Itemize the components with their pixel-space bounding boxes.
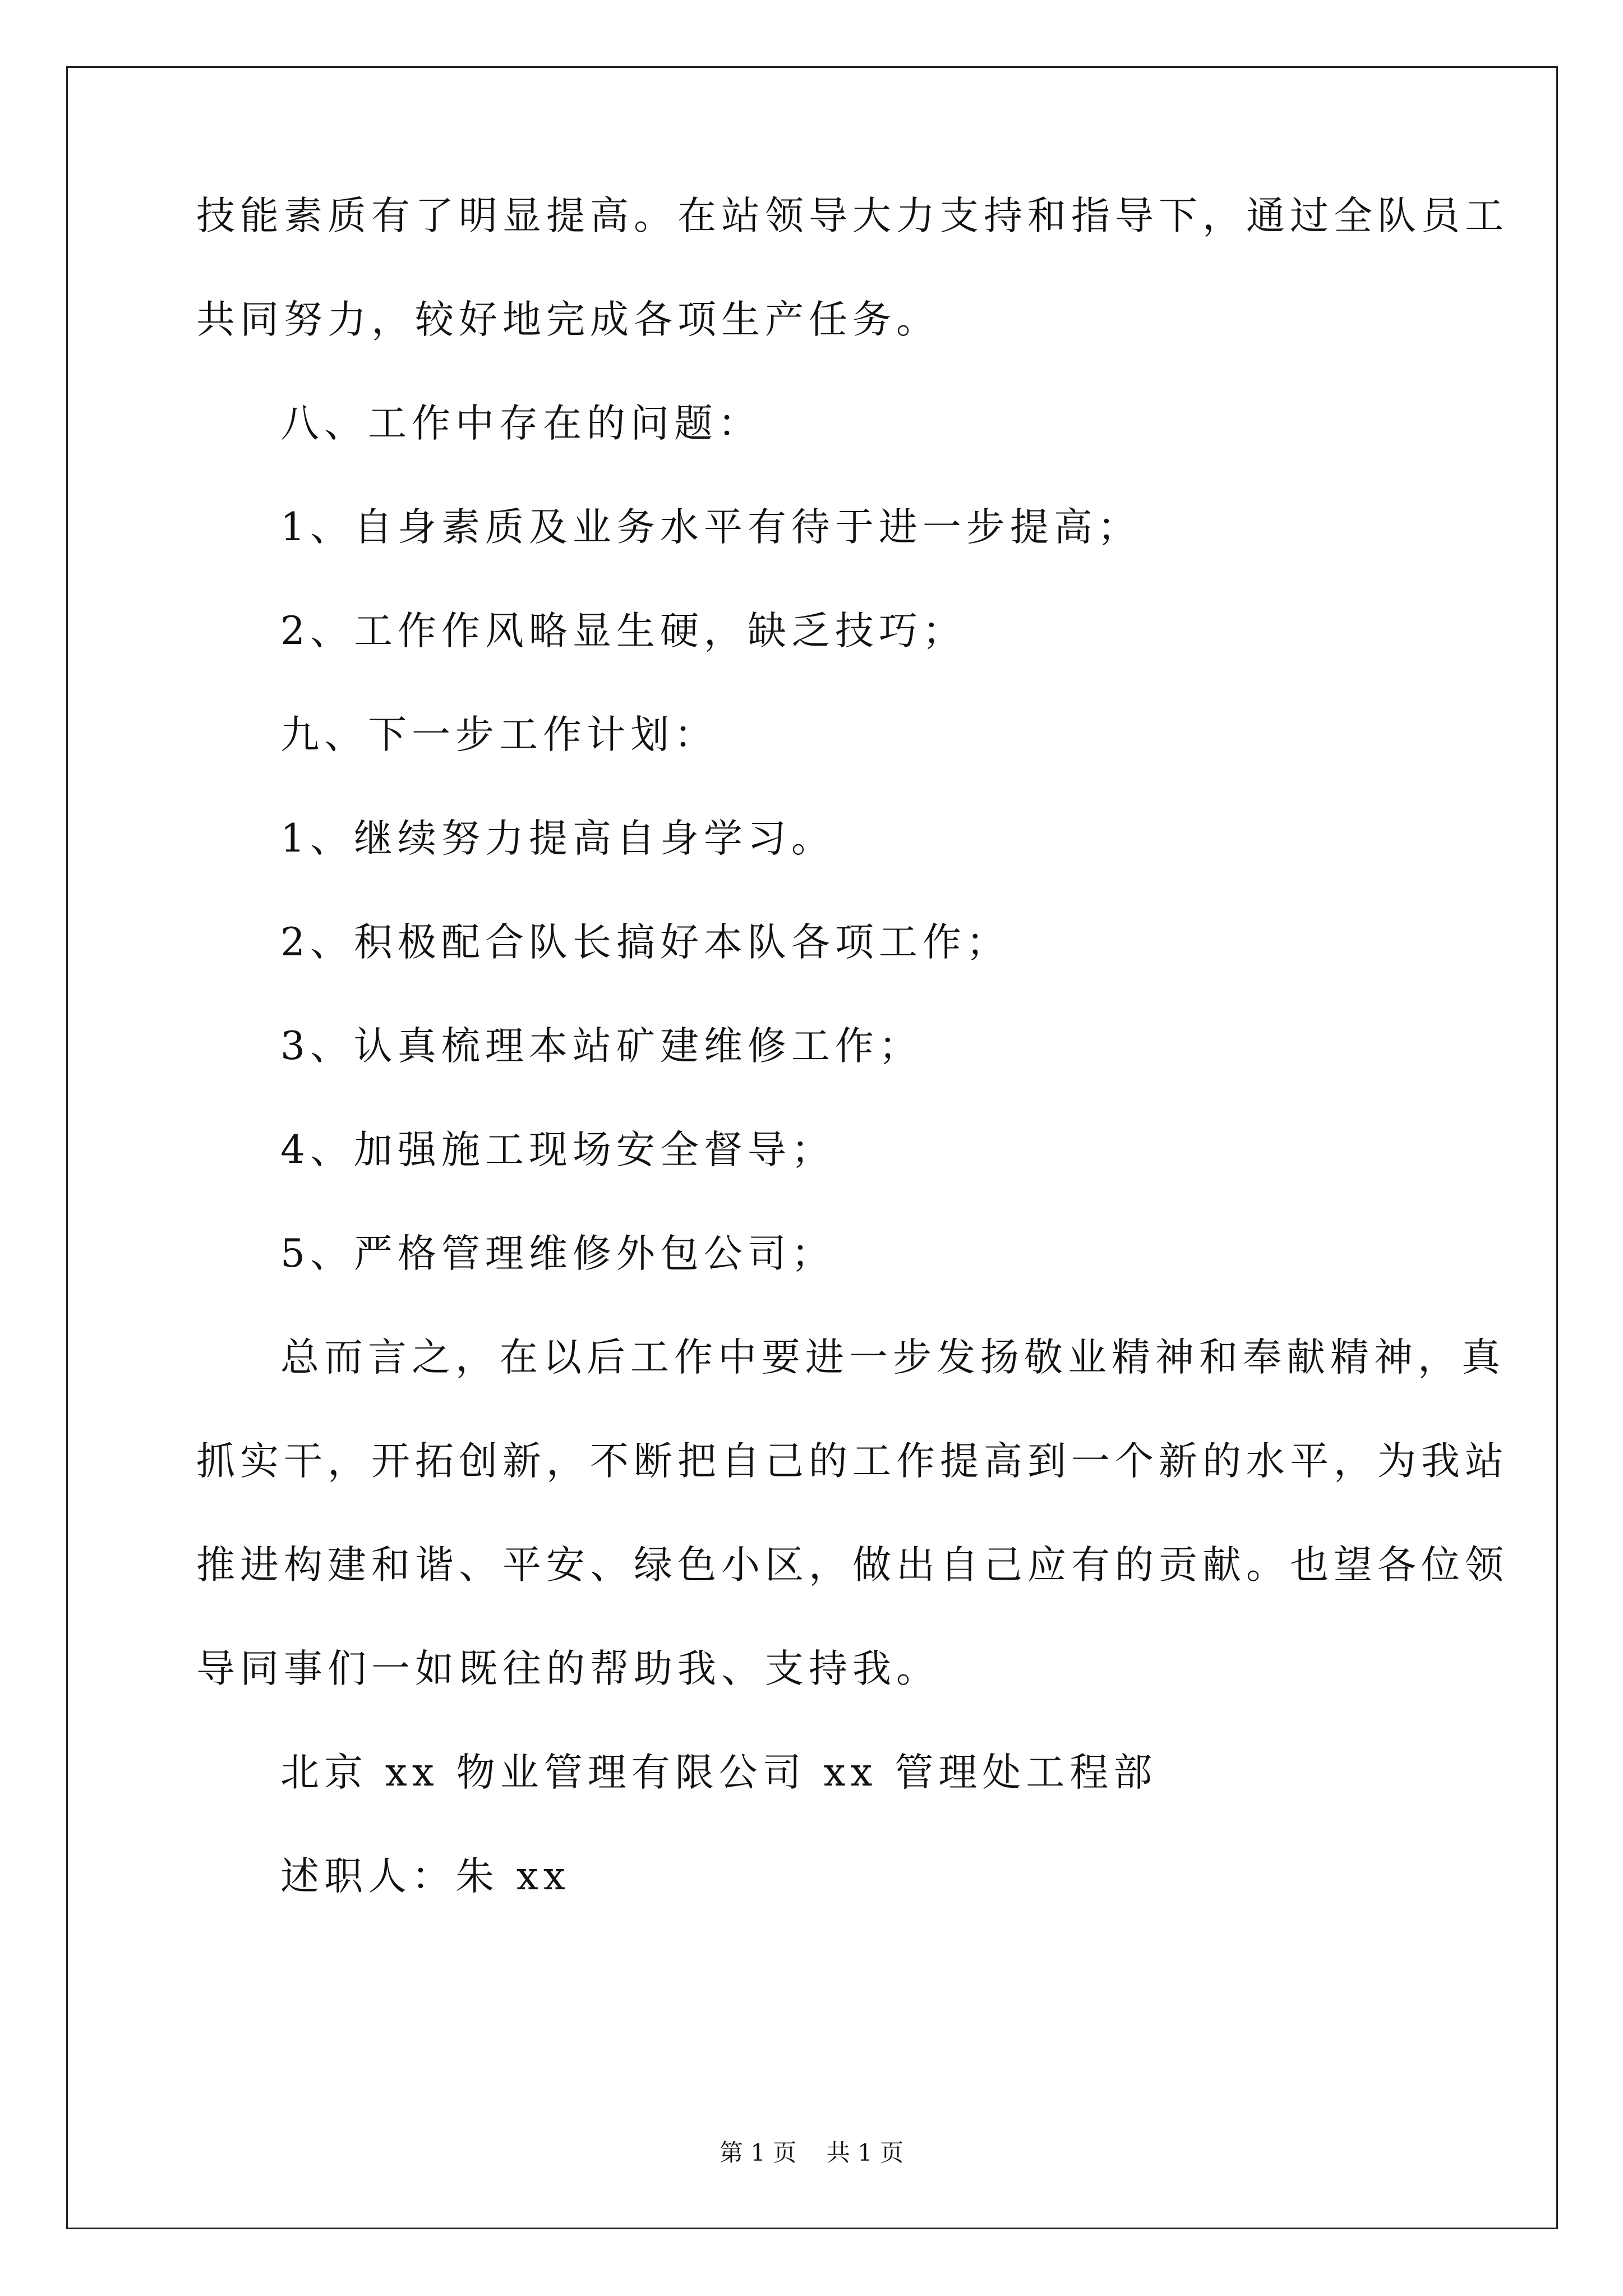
list-item: 4、加强施工现场安全督导； bbox=[280, 1128, 835, 1172]
section-heading: 八、工作中存在的问题： bbox=[280, 401, 762, 446]
signature-line: 述职人：朱 xx bbox=[280, 1854, 570, 1899]
text-line: 导同事们一如既往的帮助我、支持我。 bbox=[196, 1646, 940, 1691]
text-line: 技能素质有了明显提高。在站领导大力支持和指导下，通过全队员工 bbox=[196, 194, 1509, 238]
section-heading: 九、下一步工作计划： bbox=[280, 712, 718, 757]
text-line: 共同努力，较好地完成各项生产任务。 bbox=[196, 297, 940, 342]
organization-line: 北京 xx 物业管理有限公司 xx 管理处工程部 bbox=[280, 1750, 1158, 1795]
page-footer bbox=[0, 2136, 1623, 2170]
text-line: 抓实干，开拓创新，不断把自己的工作提高到一个新的水平，为我站 bbox=[196, 1439, 1509, 1484]
list-item: 3、认真梳理本站矿建维修工作； bbox=[280, 1024, 923, 1069]
list-item: 1、继续努力提高自身学习。 bbox=[280, 816, 835, 861]
text-line: 总而言之，在以后工作中要进一步发扬敬业精神和奉献精神，真 bbox=[280, 1335, 1505, 1380]
page-indicator: 第 1 页 共 1 页 bbox=[719, 2139, 904, 2166]
list-item: 1、自身素质及业务水平有待于进一步提高； bbox=[280, 505, 1141, 550]
text-line: 推进构建和谐、平安、绿色小区，做出自己应有的贡献。也望各位领 bbox=[196, 1543, 1509, 1588]
list-item: 2、积极配合队长搞好本队各项工作； bbox=[280, 920, 1010, 965]
list-item: 2、工作作风略显生硬，缺乏技巧； bbox=[280, 609, 966, 654]
list-item: 5、严格管理维修外包公司； bbox=[280, 1231, 835, 1276]
